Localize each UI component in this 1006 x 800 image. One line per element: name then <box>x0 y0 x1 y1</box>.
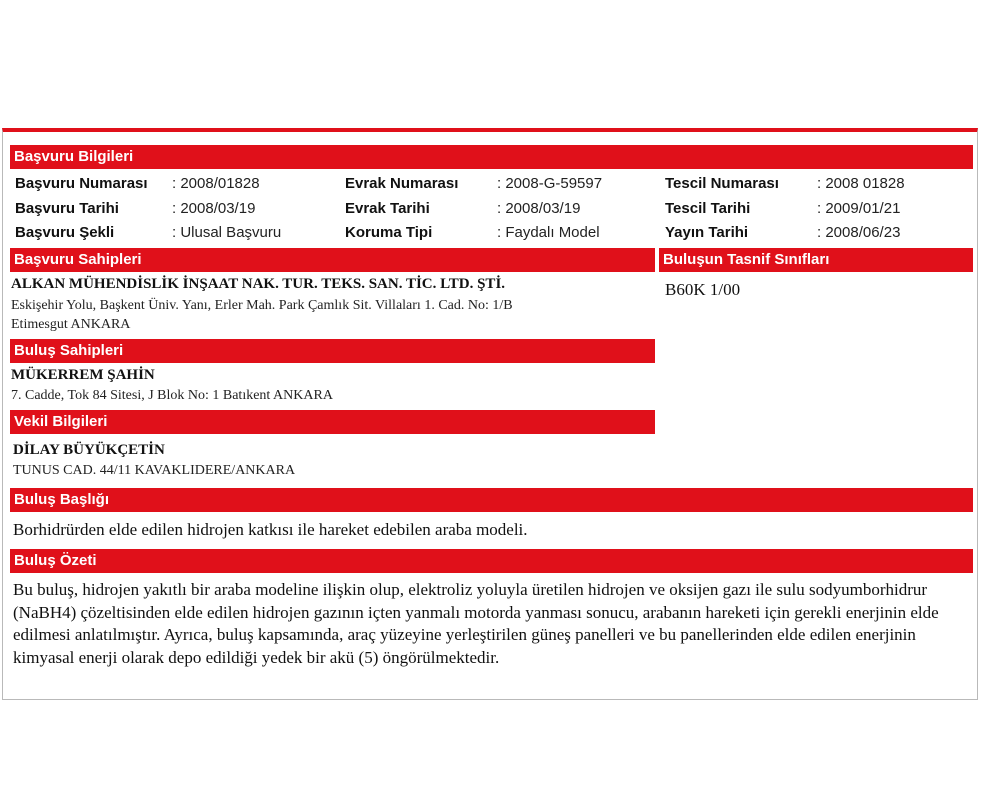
publication-date-label: Yayın Tarihi <box>665 224 749 241</box>
registration-date-label: Tescil Tarihi <box>665 200 751 217</box>
section-header-classification: Buluşun Tasnif Sınıfları <box>659 248 973 272</box>
document-number-label: Evrak Numarası <box>345 175 459 192</box>
invention-abstract: Bu buluş, hidrojen yakıtlı bir araba modeline ilişkin olup, elektroliz yoluyla üretilen hidrojen ve oksijen gazı ile sulu sodyumborhidrur (NaBH4) çözeltisinden elde edilen hidrojen gazının içten yanmalı motorda yanması sonucu, arabanın hareketi için gerekli enerjinin elde edilmesi anlatılmıştır. Ayrıca, buluş kapsamında, araç yüzeyine yerleştirilen güneş panelleri ve bu panellerinden elde edilen enerjinin kimyasal enerji olarak depo edildiği yedek bir akü (5) öngörülmektedir. <box>13 580 939 667</box>
registration-number-label: Tescil Numarası <box>665 175 779 192</box>
applicant-address-line1: Eskişehir Yolu, Başkent Üniv. Yanı, Erler Mah. Park Çamlık Sit. Villaları 1. Cad. No: 1/B <box>11 298 513 313</box>
section-header-invention-title: Buluş Başlığı <box>10 488 973 512</box>
agent-address: TUNUS CAD. 44/11 KAVAKLIDERE/ANKARA <box>13 463 296 478</box>
section-header-inventors: Buluş Sahipleri <box>10 339 655 363</box>
invention-title: Borhidrürden elde edilen hidrojen katkısı ile hareket edebilen araba modeli. <box>13 520 528 539</box>
classification-code: B60K 1/00 <box>665 280 741 299</box>
application-number-value: : 2008/01828 <box>172 175 260 192</box>
section-header-abstract: Buluş Özeti <box>10 549 973 573</box>
publication-date-value: : 2008/06/23 <box>817 224 901 241</box>
document-number-value: : 2008-G-59597 <box>497 175 603 192</box>
registration-number-value: : 2008 01828 <box>817 175 905 192</box>
registration-date-value: : 2009/01/21 <box>817 200 901 217</box>
application-number-label: Başvuru Numarası <box>15 175 148 192</box>
applicant-name: ALKAN MÜHENDİSLİK İNŞAAT NAK. TUR. TEKS. SAN. TİC. LTD. ŞTİ. <box>11 276 506 292</box>
document-date-value: : 2008/03/19 <box>497 200 581 217</box>
application-type-value: : Ulusal Başvuru <box>172 224 282 241</box>
protection-type-value: : Faydalı Model <box>497 224 600 241</box>
agent-name: DİLAY BÜYÜKÇETİN <box>13 442 165 458</box>
section-header-applicants: Başvuru Sahipleri <box>10 248 655 272</box>
section-header-application-info: Başvuru Bilgileri <box>10 145 973 169</box>
section-header-agent: Vekil Bilgileri <box>10 410 655 434</box>
inventor-name: MÜKERREM ŞAHİN <box>11 367 155 383</box>
application-date-label: Başvuru Tarihi <box>15 200 119 217</box>
protection-type-label: Koruma Tipi <box>345 224 433 241</box>
inventor-address: 7. Cadde, Tok 84 Sitesi, J Blok No: 1 Batıkent ANKARA <box>11 388 333 403</box>
application-type-label: Başvuru Şekli <box>15 224 115 241</box>
application-date-value: : 2008/03/19 <box>172 200 256 217</box>
applicant-address-line2: Etimesgut ANKARA <box>11 317 131 332</box>
document-date-label: Evrak Tarihi <box>345 200 430 217</box>
